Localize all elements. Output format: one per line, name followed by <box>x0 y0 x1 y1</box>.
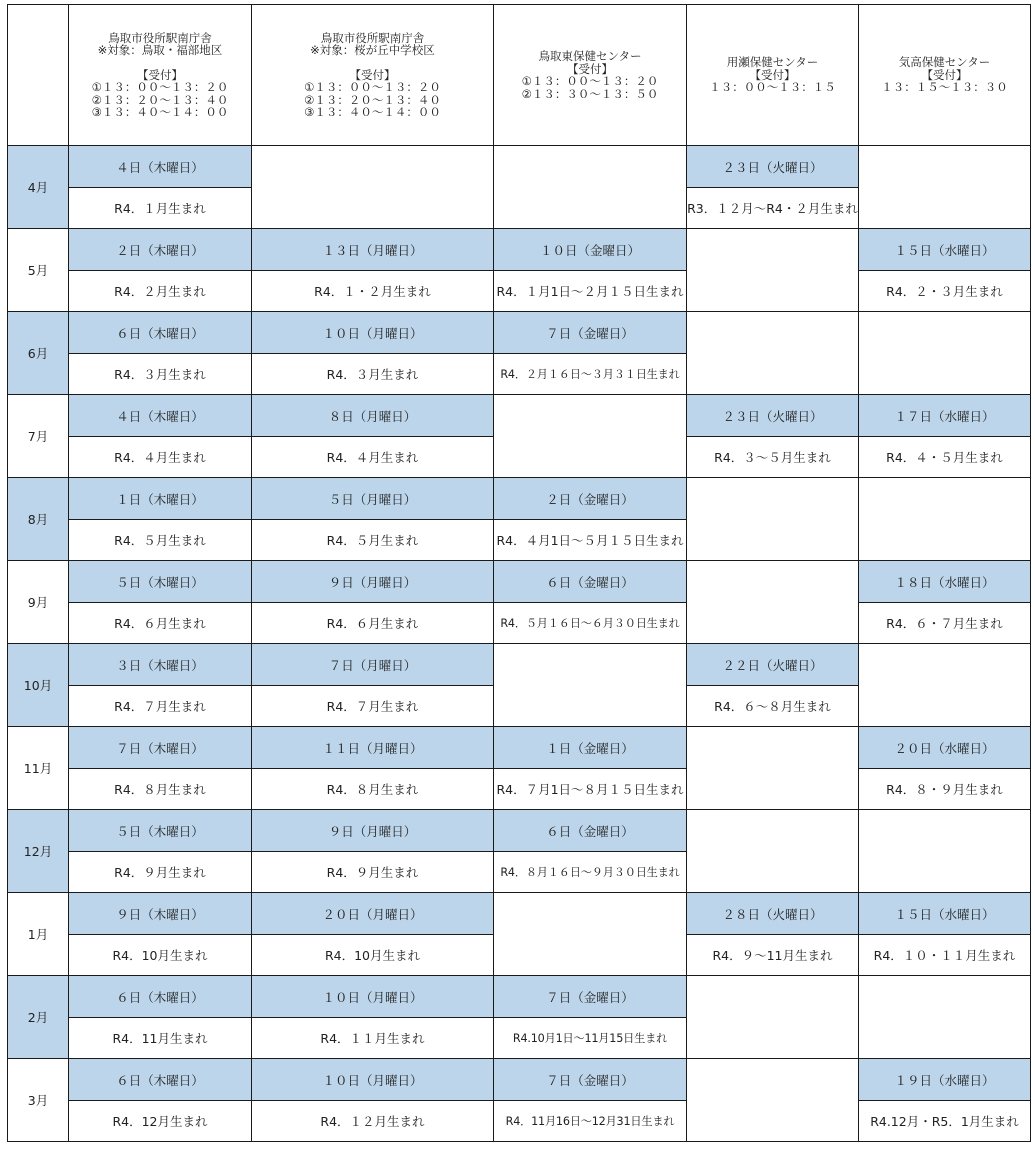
target-birth-range: R4．11月16日～12月31日生まれ <box>494 1101 687 1142</box>
target-birth-range: R4．３月生まれ <box>252 354 494 395</box>
header-line: ※対象：鳥取・福部地区 <box>97 43 223 57</box>
header-cell-ketaka <box>859 5 1031 146</box>
target-birth-range: R3．１２月～R4・２月生まれ <box>687 188 859 229</box>
target-birth-range: R4．７月1日～８月１５日生まれ <box>494 769 687 810</box>
target-birth-range: R4．１月1日～２月１５日生まれ <box>494 271 687 312</box>
target-birth-range: R4．５月１６日～６月３０日生まれ <box>494 603 687 644</box>
target-birth-range: R4．８月１６日～９月３０日生まれ <box>494 852 687 893</box>
empty-cell <box>687 810 859 893</box>
month-label: 6月 <box>8 312 69 395</box>
target-birth-range: R4．４月生まれ <box>69 437 252 478</box>
target-birth-range: R4．４月1日～５月１５日生まれ <box>494 520 687 561</box>
target-birth-range: R4．５月生まれ <box>252 520 494 561</box>
empty-cell <box>859 644 1031 727</box>
empty-cell <box>859 810 1031 893</box>
target-birth-range: R4．３月生まれ <box>69 354 252 395</box>
empty-cell <box>494 893 687 976</box>
target-birth-range: R4．６・７月生まれ <box>859 603 1031 644</box>
target-birth-range: R4．１２月生まれ <box>252 1101 494 1142</box>
month-date-row <box>8 976 1031 1018</box>
empty-cell <box>494 644 687 727</box>
header-line: ※対象：桜が丘中学校区 <box>310 43 435 57</box>
checkup-date: ７日（金曜日） <box>494 976 687 1018</box>
empty-cell <box>687 976 859 1059</box>
empty-cell <box>687 312 859 395</box>
checkup-date: ６日（金曜日） <box>494 810 687 852</box>
empty-cell <box>859 976 1031 1059</box>
header-line: 【受付】 <box>921 67 968 82</box>
target-birth-range: R4．８月生まれ <box>69 769 252 810</box>
target-birth-range: R4．２月１６日～３月３１日生まれ <box>494 354 687 395</box>
target-birth-range: R4．８月生まれ <box>252 769 494 810</box>
month-label: 7月 <box>8 395 69 478</box>
header-cell-ekinan-sakuragaoka <box>252 5 494 146</box>
target-birth-range: R4．７月生まれ <box>252 686 494 727</box>
header-line: １３：１５～１３：３０ <box>881 80 1008 95</box>
checkup-date: １８日（水曜日） <box>859 561 1031 603</box>
header-line: 鳥取東保健センター <box>538 49 642 63</box>
header-line: 用瀬保健センター <box>726 55 819 70</box>
month-date-row <box>8 810 1031 852</box>
target-birth-range: R4．１１月生まれ <box>252 1018 494 1059</box>
target-birth-range: R4．10月生まれ <box>252 935 494 976</box>
empty-cell <box>252 146 494 229</box>
month-date-row <box>8 561 1031 603</box>
checkup-date: ３日（木曜日） <box>69 644 252 686</box>
month-label: 5月 <box>8 229 69 312</box>
month-date-row <box>8 727 1031 769</box>
checkup-date: １０日（月曜日） <box>252 1059 494 1101</box>
checkup-date: ２日（木曜日） <box>69 229 252 271</box>
checkup-schedule-table <box>7 4 1031 1142</box>
month-date-row <box>8 312 1031 354</box>
checkup-date: ９日（月曜日） <box>252 810 494 852</box>
header-row <box>8 5 1031 146</box>
header-line: 【受付】 <box>749 67 796 82</box>
month-label: 4月 <box>8 146 69 229</box>
target-birth-range: R4.12月・R5．1月生まれ <box>859 1101 1031 1142</box>
month-label: 8月 <box>8 478 69 561</box>
month-label: 11月 <box>8 727 69 810</box>
target-birth-range: R4．５月生まれ <box>69 520 252 561</box>
month-birth-row <box>8 1101 1031 1142</box>
empty-cell <box>494 395 687 478</box>
checkup-date: ４日（木曜日） <box>69 395 252 437</box>
checkup-date: ６日（木曜日） <box>69 976 252 1018</box>
checkup-date: １１日（月曜日） <box>252 727 494 769</box>
checkup-date: ２３日（火曜日） <box>687 395 859 437</box>
header-corner-cell <box>8 5 69 146</box>
checkup-date: １０日（月曜日） <box>252 312 494 354</box>
empty-cell <box>687 561 859 644</box>
target-birth-range: R4．４月生まれ <box>252 437 494 478</box>
header-line: ①１３：００～１３：２０ <box>91 80 229 94</box>
header-line: ③１３：４０～１４：００ <box>304 105 441 119</box>
target-birth-range: R4．１０・１１月生まれ <box>859 935 1031 976</box>
checkup-date: ５日（月曜日） <box>252 478 494 520</box>
target-birth-range: R4．６月生まれ <box>69 603 252 644</box>
target-birth-range: R4．３～５月生まれ <box>687 437 859 478</box>
header-line: 【受付】 <box>567 61 613 76</box>
target-birth-range: R4．７月生まれ <box>69 686 252 727</box>
checkup-date: １日（木曜日） <box>69 478 252 520</box>
checkup-date: １７日（水曜日） <box>859 395 1031 437</box>
checkup-date: ４日（木曜日） <box>69 146 252 188</box>
target-birth-range: R4．２・３月生まれ <box>859 271 1031 312</box>
header-line: ①１３：００～１３：２０ <box>521 74 659 88</box>
header-line: 【受付】 <box>349 67 396 82</box>
target-birth-range: R4．９月生まれ <box>69 852 252 893</box>
checkup-date: ８日（月曜日） <box>252 395 494 437</box>
checkup-date: ９日（月曜日） <box>252 561 494 603</box>
target-birth-range: R4．２月生まれ <box>69 271 252 312</box>
month-date-row <box>8 893 1031 935</box>
month-label: 12月 <box>8 810 69 893</box>
header-line: ②１３：３０～１３：５０ <box>521 86 659 101</box>
checkup-date: ６日（木曜日） <box>69 312 252 354</box>
target-birth-range: R4．６～８月生まれ <box>687 686 859 727</box>
empty-cell <box>687 727 859 810</box>
checkup-date: １９日（水曜日） <box>859 1059 1031 1101</box>
header-cell-ekinan-tottori <box>69 5 252 146</box>
checkup-date: ７日（金曜日） <box>494 1059 687 1101</box>
empty-cell <box>859 146 1031 229</box>
checkup-date: ２３日（火曜日） <box>687 146 859 188</box>
target-birth-range: R4．11月生まれ <box>69 1018 252 1059</box>
empty-cell <box>859 312 1031 395</box>
month-date-row <box>8 644 1031 686</box>
header-line: 鳥取市役所駅南庁舎 <box>320 30 425 45</box>
checkup-date: １５日（水曜日） <box>859 229 1031 271</box>
month-label: 2月 <box>8 976 69 1059</box>
empty-cell <box>494 146 687 229</box>
month-date-row <box>8 229 1031 271</box>
header-spacer <box>69 57 251 69</box>
checkup-date: １３日（月曜日） <box>252 229 494 271</box>
checkup-date: １０日（金曜日） <box>494 229 687 271</box>
target-birth-range: R4．10月生まれ <box>69 935 252 976</box>
checkup-date: ６日（金曜日） <box>494 561 687 603</box>
month-label: 9月 <box>8 561 69 644</box>
checkup-date: １５日（水曜日） <box>859 893 1031 935</box>
header-line: ①１３：００～１３：２０ <box>304 80 441 94</box>
target-birth-range: R4．９～11月生まれ <box>687 935 859 976</box>
empty-cell <box>687 478 859 561</box>
target-birth-range: R4．１月生まれ <box>69 188 252 229</box>
checkup-date: １０日（月曜日） <box>252 976 494 1018</box>
checkup-date: ５日（木曜日） <box>69 561 252 603</box>
month-birth-row <box>8 769 1031 810</box>
month-date-row <box>8 146 1031 188</box>
checkup-date: ６日（木曜日） <box>69 1059 252 1101</box>
header-line: 【受付】 <box>137 67 183 82</box>
checkup-date: ２０日（月曜日） <box>252 893 494 935</box>
checkup-date: ５日（木曜日） <box>69 810 252 852</box>
header-line: 気高保健センター <box>898 55 991 70</box>
checkup-date: ２２日（火曜日） <box>687 644 859 686</box>
empty-cell <box>687 229 859 312</box>
checkup-date: ７日（月曜日） <box>252 644 494 686</box>
target-birth-range: R4.10月1日～11月15日生まれ <box>494 1018 687 1059</box>
checkup-date: ９日（木曜日） <box>69 893 252 935</box>
target-birth-range: R4．９月生まれ <box>252 852 494 893</box>
header-spacer <box>252 57 493 69</box>
header-line: 鳥取市役所駅南庁舎 <box>108 30 212 45</box>
month-date-row <box>8 395 1031 437</box>
checkup-date: １日（金曜日） <box>494 727 687 769</box>
checkup-date: ２０日（水曜日） <box>859 727 1031 769</box>
header-line: ②１３：２０～１３：４０ <box>304 92 441 107</box>
header-line: ③１３：４０～１４：００ <box>91 105 229 119</box>
month-label: 1月 <box>8 893 69 976</box>
month-birth-row <box>8 271 1031 312</box>
month-label: 10月 <box>8 644 69 727</box>
checkup-date: ７日（金曜日） <box>494 312 687 354</box>
empty-cell <box>859 478 1031 561</box>
header-line: ②１３：２０～１３：４０ <box>91 92 229 107</box>
checkup-date: ２日（金曜日） <box>494 478 687 520</box>
target-birth-range: R4．８・９月生まれ <box>859 769 1031 810</box>
target-birth-range: R4．４・５月生まれ <box>859 437 1031 478</box>
month-date-row <box>8 478 1031 520</box>
target-birth-range: R4．１・２月生まれ <box>252 271 494 312</box>
header-line: １３：００～１３：１５ <box>709 80 836 95</box>
month-birth-row <box>8 603 1031 644</box>
month-date-row <box>8 1059 1031 1101</box>
header-cell-tottori-higashi <box>494 5 687 146</box>
month-label: 3月 <box>8 1059 69 1142</box>
header-cell-mochigase <box>687 5 859 146</box>
target-birth-range: R4．６月生まれ <box>252 603 494 644</box>
empty-cell <box>687 1059 859 1142</box>
target-birth-range: R4．12月生まれ <box>69 1101 252 1142</box>
checkup-date: ２８日（火曜日） <box>687 893 859 935</box>
checkup-date: ７日（木曜日） <box>69 727 252 769</box>
